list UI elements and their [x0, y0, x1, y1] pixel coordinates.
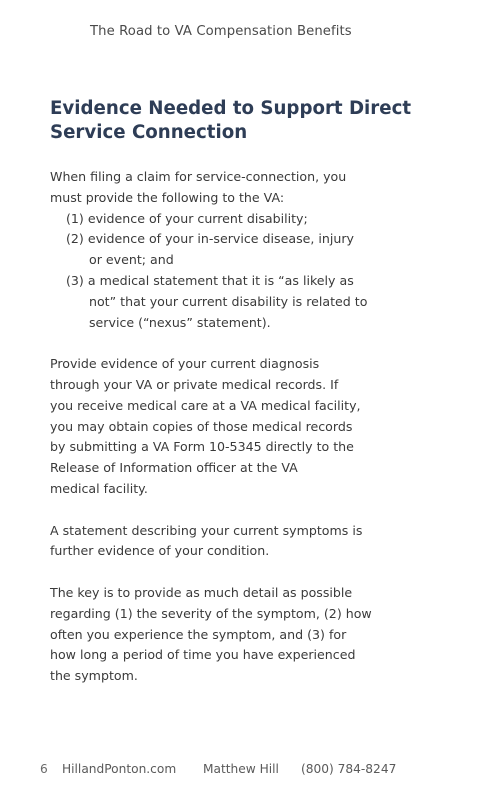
text-line: by submitting a VA Form 10-5345 directly to the — [50, 439, 354, 455]
section-title — [50, 97, 450, 145]
list-item: (3) a medical statement that it is “as likely as — [66, 272, 354, 288]
section-title-line: Service Connection — [50, 122, 248, 143]
paragraph-spacer — [50, 500, 450, 521]
list-item: (1) evidence of your current disability; — [66, 210, 308, 226]
requirements-list — [50, 209, 450, 334]
section-title-line: Evidence Needed to Support Direct — [50, 98, 412, 119]
text-line: The key is to provide as much detail as possible — [50, 584, 353, 600]
diagnosis-paragraph — [50, 354, 450, 500]
text-line: must provide the following to the VA: — [50, 189, 285, 205]
running-header: The Road to VA Compensation Benefits — [90, 24, 352, 39]
list-item-continuation: service (“nexus” statement). — [89, 314, 271, 330]
author-name: Matthew Hill — [203, 762, 279, 776]
text-line: further evidence of your condition. — [50, 543, 270, 559]
page-number: 6 — [40, 762, 48, 776]
text-line: Provide evidence of your current diagnosis — [50, 356, 320, 372]
phone-number[interactable]: (800) 784-8247 — [301, 762, 397, 776]
list-item-continuation: or event; and — [89, 252, 174, 268]
text-line: medical facility. — [50, 480, 148, 496]
text-line: through your VA or private medical records. If — [50, 376, 339, 392]
text-line: A statement describing your current symptoms is — [50, 522, 363, 538]
text-line: you receive medical care at a VA medical facility, — [50, 397, 361, 413]
body-text — [50, 167, 450, 687]
paragraph-spacer — [50, 333, 450, 354]
page-footer — [40, 762, 396, 776]
text-line: Release of Information officer at the VA — [50, 460, 298, 476]
symptoms-paragraph — [50, 521, 450, 563]
text-line: often you experience the symptom, and (3) for — [50, 626, 347, 642]
text-line: you may obtain copies of those medical records — [50, 418, 353, 434]
list-item: (2) evidence of your in-service disease, injury — [66, 231, 354, 247]
website-link[interactable]: HillandPonton.com — [62, 762, 177, 776]
paragraph-spacer — [50, 562, 450, 583]
text-line: When filing a claim for service-connection, you — [50, 169, 347, 184]
intro-paragraph — [50, 167, 450, 209]
text-line: regarding (1) the severity of the symptom, (2) how — [50, 605, 372, 621]
list-item-continuation: not” that your current disability is related to — [89, 293, 368, 309]
detail-paragraph — [50, 583, 450, 687]
text-line: how long a period of time you have experienced — [50, 647, 356, 663]
text-line: the symptom. — [50, 668, 138, 684]
